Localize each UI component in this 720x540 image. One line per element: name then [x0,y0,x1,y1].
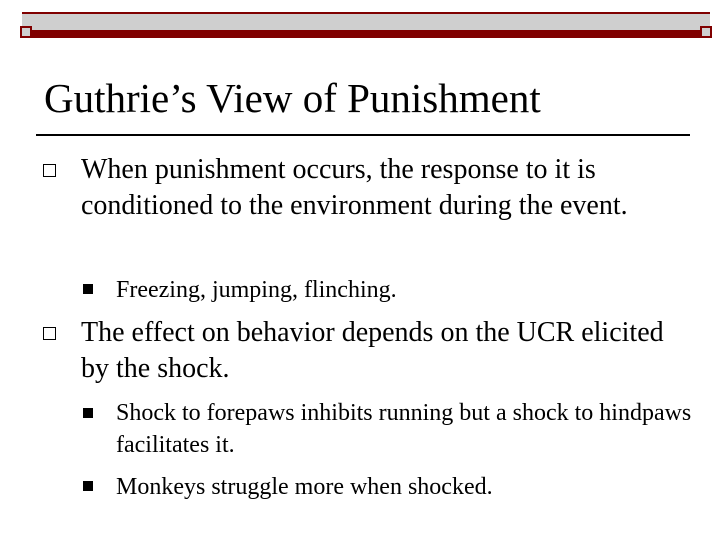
bullet-2-sub-1-text: Shock to forepaws inhibits running but a shock to hindpaws facilitates it. [116,400,692,458]
title-divider [36,134,690,136]
left-corner-box-icon [20,26,32,38]
bullet-1-sub-1-text: Freezing, jumping, flinching. [116,277,397,303]
bullet-1-text: When punishment occurs, the response to it is conditioned to the environment during the event. [81,154,628,221]
filled-square-bullet-icon [83,284,93,294]
filled-square-bullet-icon [83,481,93,491]
hollow-square-bullet-icon [43,327,56,340]
filled-square-bullet-icon [83,408,93,418]
hollow-square-bullet-icon [43,164,56,177]
slide-title: Guthrie’s View of Punishment [44,75,541,121]
header-decoration-band [22,12,710,38]
bullet-2-text: The effect on behavior depends on the UCR elicited by the shock. [81,317,664,384]
right-corner-box-icon [700,26,712,38]
bullet-2-sub-2-text: Monkeys struggle more when shocked. [116,474,493,500]
header-decoration-stripe [22,30,710,38]
